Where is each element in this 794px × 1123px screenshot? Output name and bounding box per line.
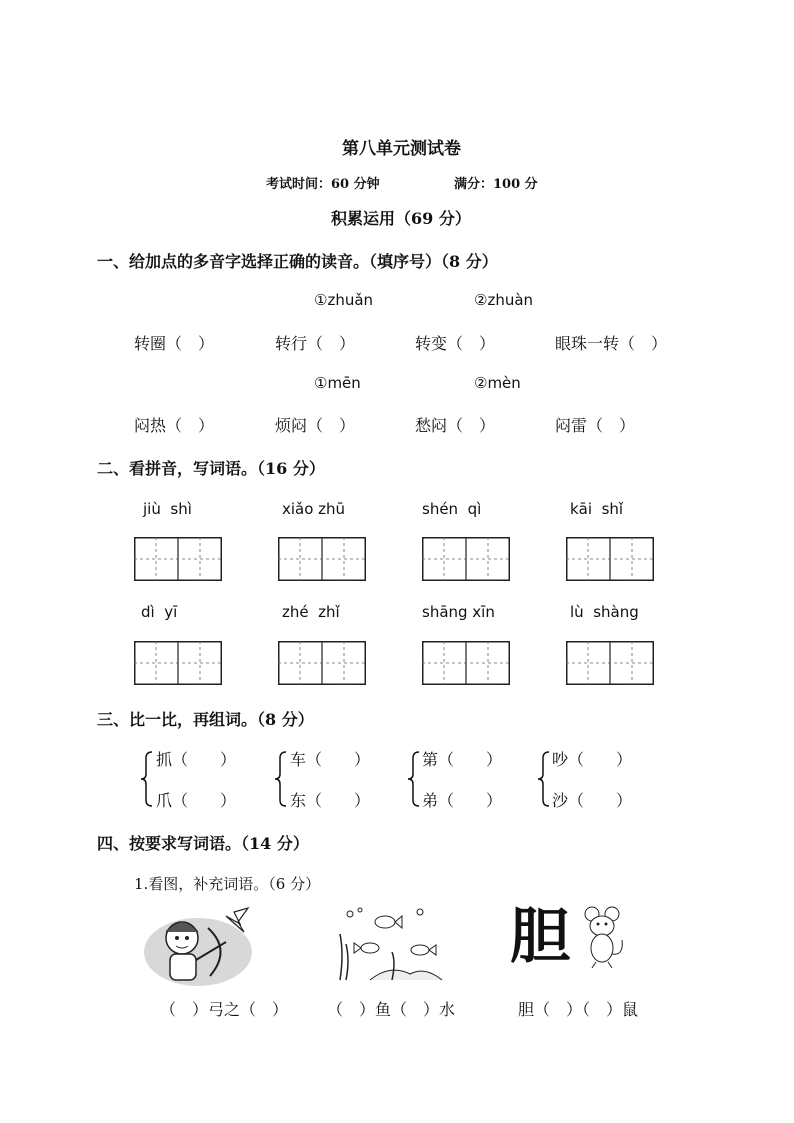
writing-grid[interactable] [566, 537, 654, 581]
pinyin-label: dì yī [141, 603, 178, 621]
q2-heading: 二、看拼音，写词语。（16 分） [97, 459, 325, 478]
writing-grid[interactable] [134, 641, 222, 685]
brace-icon [407, 750, 421, 808]
writing-grid[interactable] [422, 641, 510, 685]
q1-option-1: ①zhuǎn [314, 291, 374, 309]
full-score: 满分：100 分 [454, 177, 538, 192]
brace-icon [537, 750, 551, 808]
q3-heading: 三、比一比，再组词。（8 分） [97, 710, 314, 729]
compare-item[interactable]: 吵（ ） [552, 750, 633, 769]
q1-item[interactable]: 愁闷（ ） [415, 416, 496, 435]
q1-item[interactable]: 烦闷（ ） [275, 416, 356, 435]
pinyin-label: jiù shì [143, 500, 192, 518]
q1-item[interactable]: 转行（ ） [275, 334, 356, 353]
pinyin-label: kāi shǐ [570, 500, 624, 518]
pinyin-label: lù shàng [570, 603, 639, 621]
q1-option-2b: ②mèn [474, 374, 521, 392]
idiom-answer[interactable]: 胆（ ）（ ）鼠 [518, 1000, 639, 1019]
q1-item[interactable]: 闷雷（ ） [555, 416, 636, 435]
q4-heading: 四、按要求写词语。（14 分） [97, 834, 309, 853]
compare-item[interactable]: 东（ ） [290, 791, 371, 810]
writing-grid[interactable] [566, 641, 654, 685]
compare-item[interactable]: 弟（ ） [422, 791, 503, 810]
writing-grid[interactable] [278, 641, 366, 685]
exam-time: 考试时间：60 分钟 [266, 177, 380, 192]
writing-grid[interactable] [134, 537, 222, 581]
q4-sub-heading: 1.看图，补充词语。（6 分） [134, 875, 321, 893]
fish-water-illustration [330, 904, 450, 984]
compare-item[interactable]: 第（ ） [422, 750, 503, 769]
archer-bird-illustration [140, 902, 260, 987]
q1-heading: 一、给加点的多音字选择正确的读音。（填序号）（8 分） [97, 252, 498, 271]
pinyin-label: shāng xīn [422, 603, 495, 621]
writing-grid[interactable] [278, 537, 366, 581]
mouse-illustration [578, 904, 628, 970]
q1-item[interactable]: 转变（ ） [415, 334, 496, 353]
compare-item[interactable]: 爪（ ） [156, 791, 237, 810]
idiom-answer[interactable]: （ ）弓之（ ） [160, 1000, 289, 1019]
brace-icon [274, 750, 288, 808]
q1-option-2: ②zhuàn [474, 291, 534, 309]
compare-item[interactable]: 车（ ） [290, 750, 371, 769]
idiom-answer[interactable]: （ ）鱼（ ）水 [327, 1000, 456, 1019]
q1-item[interactable]: 闷热（ ） [134, 416, 215, 435]
pinyin-label: xiǎo zhū [282, 500, 346, 518]
big-character: 胆 [510, 902, 570, 972]
q1-item[interactable]: 转圈（ ） [134, 334, 215, 353]
pinyin-label: shén qì [422, 500, 482, 518]
q1-option-1b: ①mēn [314, 374, 361, 392]
compare-item[interactable]: 沙（ ） [552, 791, 633, 810]
writing-grid[interactable] [422, 537, 510, 581]
part-title: 积累运用（69 分） [331, 209, 471, 228]
q1-item[interactable]: 眼珠一转（ ） [555, 334, 668, 353]
page-title: 第八单元测试卷 [342, 139, 461, 159]
brace-icon [140, 750, 154, 808]
compare-item[interactable]: 抓（ ） [156, 750, 237, 769]
pinyin-label: zhé zhǐ [282, 603, 340, 621]
